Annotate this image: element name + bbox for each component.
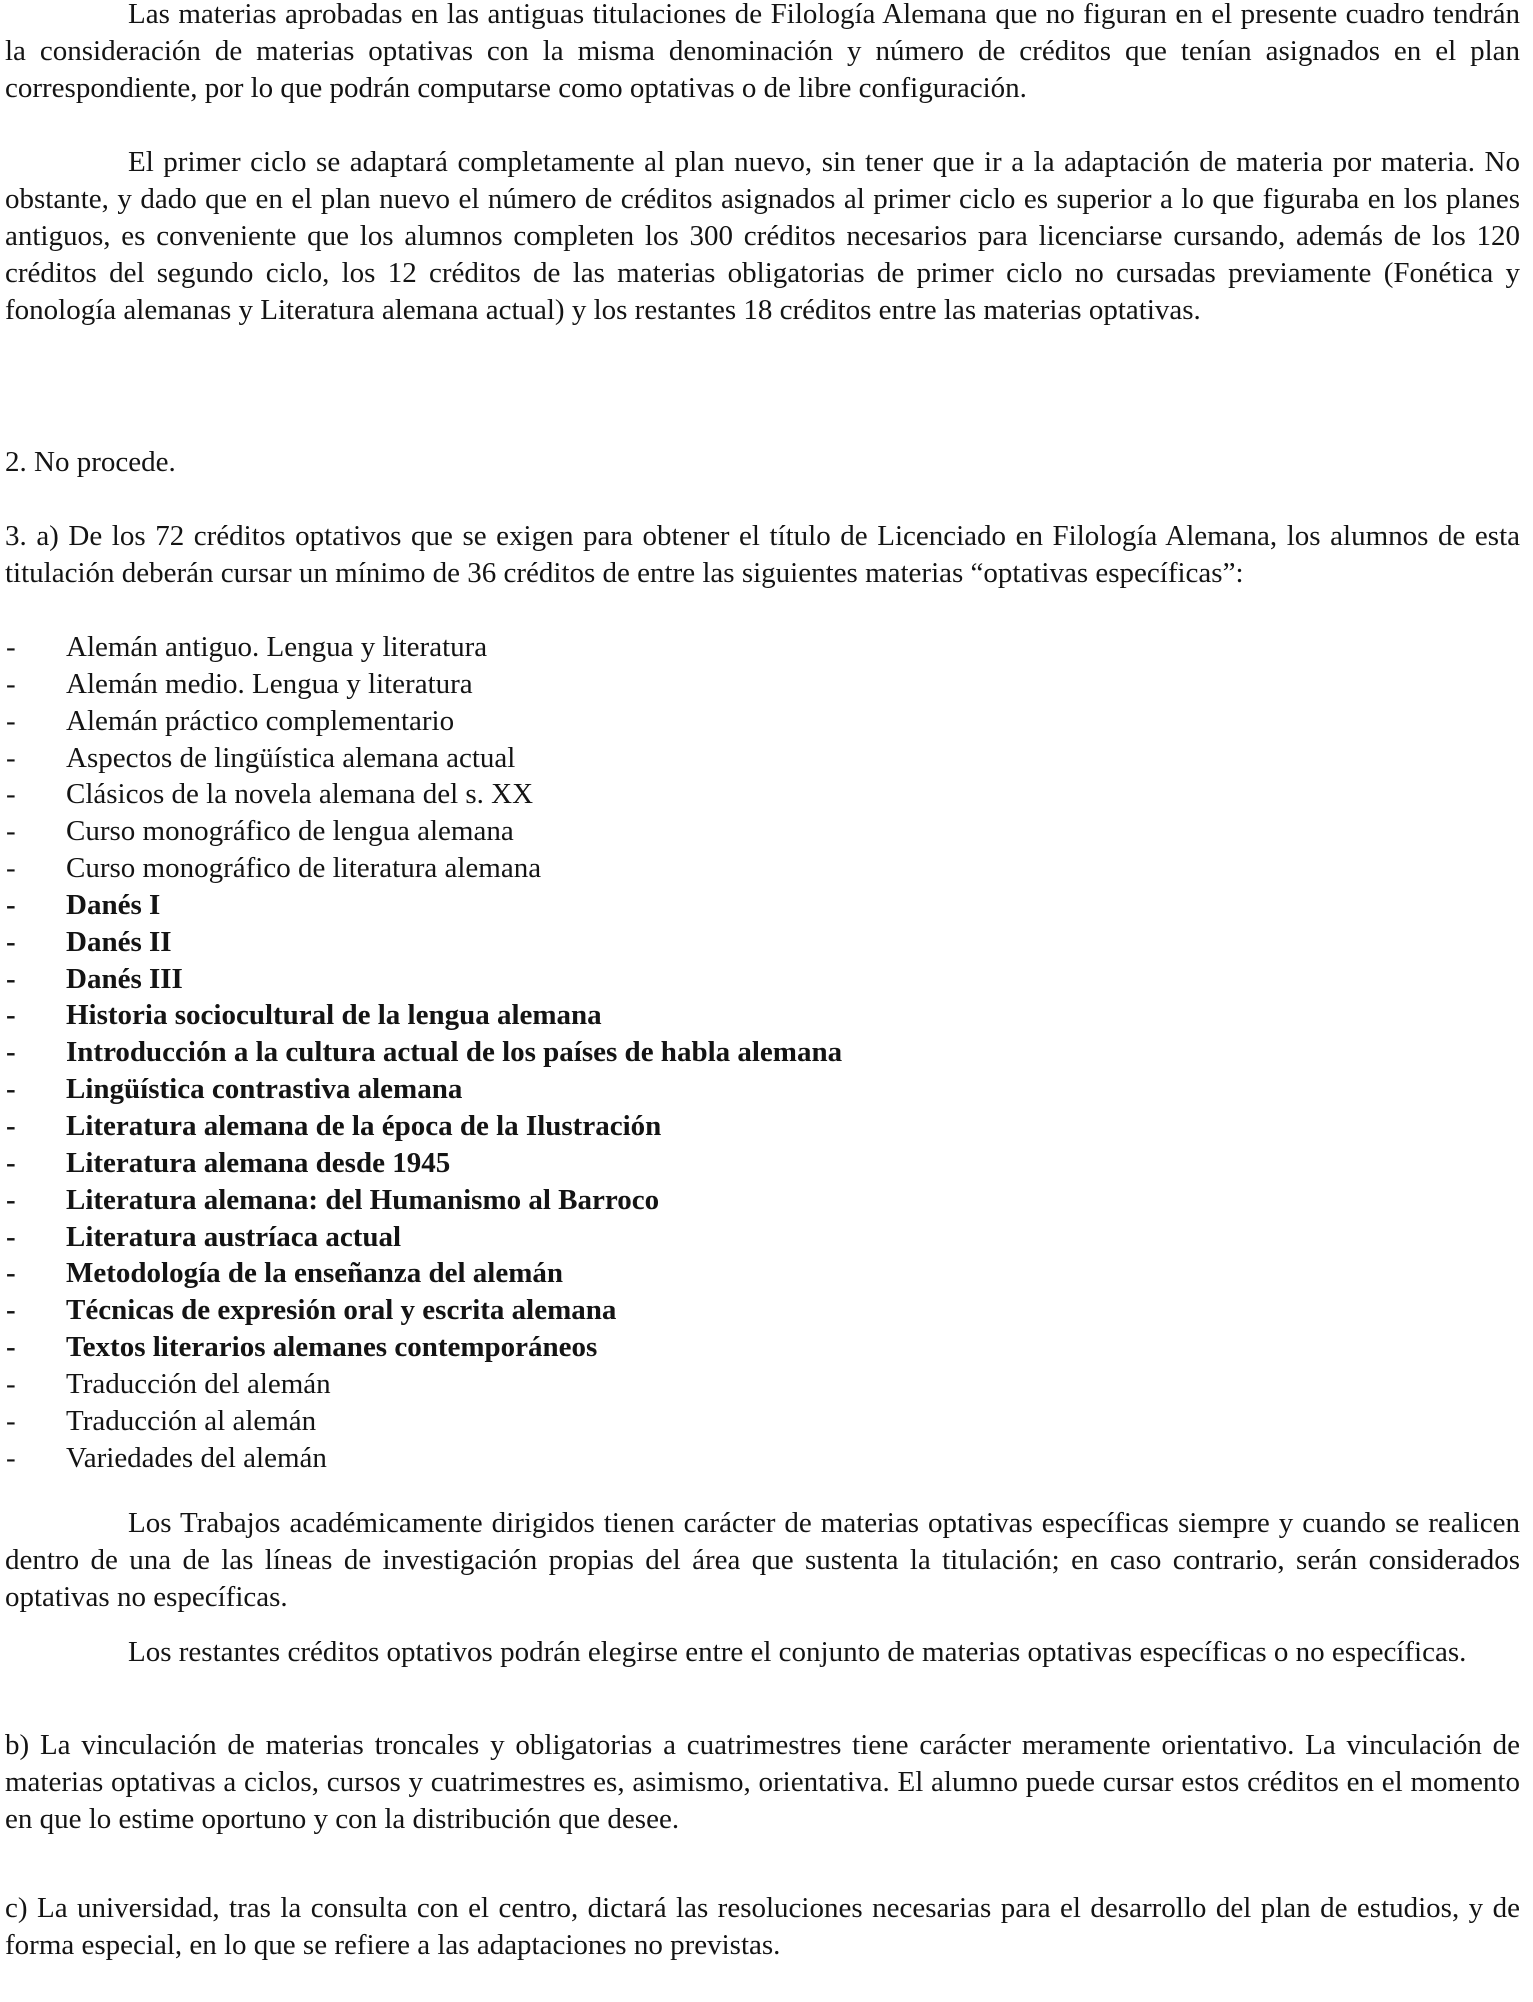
list-item: - Curso monográfico de literatura alemana: [5, 850, 1205, 887]
paragraph-trabajos-dirigidos: Los Trabajos académicamente dirigidos tienen carácter de materias optativas específicas siempre y cuando se realicen dentro de una de las líneas de investigación propias del área que sustenta la titulación; en caso contrario, serán considerados optativas no específicas.: [5, 1507, 1520, 1613]
list-item: - Variedades del alemán: [5, 1440, 1205, 1477]
paragraph-restantes-creditos: Los restantes créditos optativos podrán elegirse entre el conjunto de materias optativas específicas o no específicas.: [128, 1636, 1467, 1668]
paragraph-vinculacion: b) La vinculación de materias troncales y obligatorias a cuatrimestres tiene carácter meramente orientativo. La vinculación de materias optativas a ciclos, cursos y cuatrimestres es, asimismo, orientativa. El alumno puede cursar estos créditos en el momento en que lo estime oportuno y con la distribución que desee.: [5, 1729, 1520, 1835]
list-item: - Literatura alemana: del Humanismo al Barroco: [5, 1182, 1205, 1219]
paragraph-adaptation-materias: Las materias aprobadas en las antiguas titulaciones de Filología Alemana que no figuran en el presente cuadro tendrán la consideración de materias optativas con la misma denominación y número de créditos que tenían asignados en el plan correspondiente, por lo que podrán computarse como optativas o de libre configuración.: [5, 0, 1520, 104]
list-item: - Lingüística contrastiva alemana: [5, 1071, 1205, 1108]
optional-subjects-list: [5, 629, 1205, 1476]
list-item: - Danés I: [5, 887, 1205, 924]
list-item: - Alemán práctico complementario: [5, 703, 1205, 740]
list-item: - Danés II: [5, 924, 1205, 961]
paragraph-no-procede: 2. No procede.: [5, 446, 176, 478]
list-item: - Alemán antiguo. Lengua y literatura: [5, 629, 1205, 666]
paragraph-primer-ciclo: El primer ciclo se adaptará completamente al plan nuevo, sin tener que ir a la adaptación de materia por materia. No obstante, y dado que en el plan nuevo el número de créditos asignados al primer ciclo es superior a lo que figuraba en los planes antiguos, es conveniente que los alumnos completen los 300 créditos necesarios para licenciarse cursando, además de los 120 créditos del segundo ciclo, los 12 créditos de las materias obligatorias de primer ciclo no cursadas previamente (Fonética y fonología alemanas y Literatura alemana actual) y los restantes 18 créditos entre las materias optativas.: [5, 146, 1520, 326]
list-item: - Aspectos de lingüística alemana actual: [5, 740, 1205, 777]
paragraph-creditos-optativos: 3. a) De los 72 créditos optativos que se exigen para obtener el título de Licenciado en Filología Alemana, los alumnos de esta titulación deberán cursar un mínimo de 36 créditos de entre las siguientes materias “optativas específicas”:: [5, 520, 1520, 589]
list-item: - Textos literarios alemanes contemporáneos: [5, 1329, 1205, 1366]
list-item: - Literatura austríaca actual: [5, 1219, 1205, 1256]
list-item: - Literatura alemana de la época de la Ilustración: [5, 1108, 1205, 1145]
list-item: - Técnicas de expresión oral y escrita alemana: [5, 1292, 1205, 1329]
list-item: - Clásicos de la novela alemana del s. XX: [5, 776, 1205, 813]
list-item: - Traducción al alemán: [5, 1403, 1205, 1440]
list-item: - Literatura alemana desde 1945: [5, 1145, 1205, 1182]
list-item: - Introducción a la cultura actual de los países de habla alemana: [5, 1034, 1205, 1071]
list-item: - Alemán medio. Lengua y literatura: [5, 666, 1205, 703]
list-item: - Metodología de la enseñanza del alemán: [5, 1255, 1205, 1292]
list-item: - Traducción del alemán: [5, 1366, 1205, 1403]
list-item: - Danés III: [5, 961, 1205, 998]
list-item: - Historia sociocultural de la lengua alemana: [5, 997, 1205, 1034]
list-item: - Curso monográfico de lengua alemana: [5, 813, 1205, 850]
paragraph-universidad: c) La universidad, tras la consulta con el centro, dictará las resoluciones necesarias para el desarrollo del plan de estudios, y de forma especial, en lo que se refiere a las adaptaciones no previstas.: [5, 1892, 1520, 1961]
